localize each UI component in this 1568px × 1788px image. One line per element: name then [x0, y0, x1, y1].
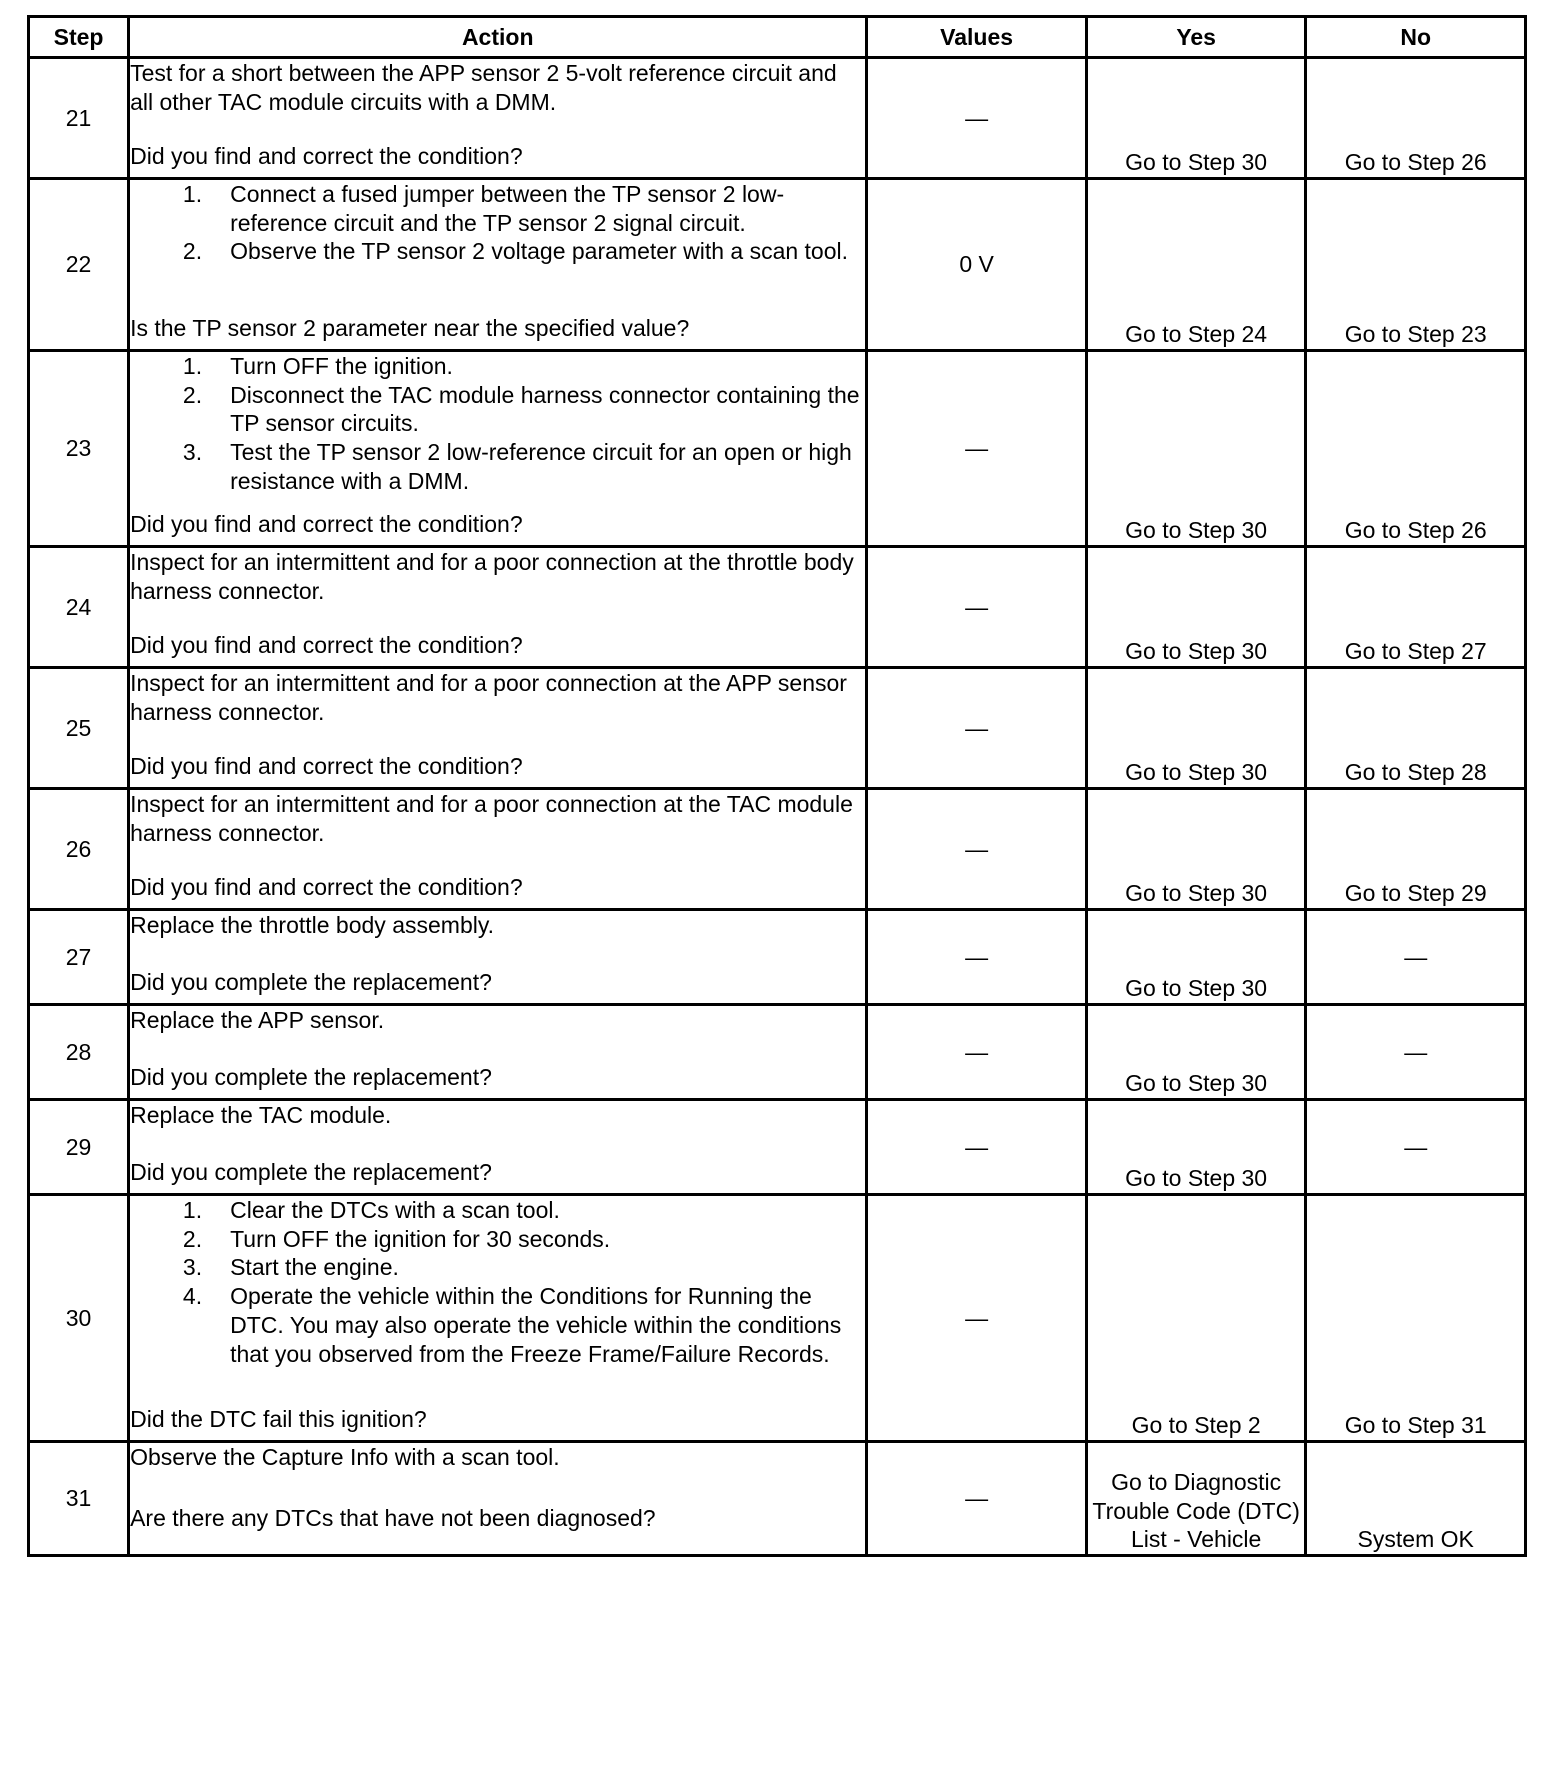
value-cell: — [867, 547, 1087, 668]
action-step-item: 1. Clear the DTCs with a scan tool. [182, 1197, 560, 1223]
table-row [29, 1005, 1526, 1100]
step-number: 31 [29, 1442, 129, 1556]
yes-cell: Go to Step 2 [1086, 1195, 1306, 1442]
step-number: 27 [29, 910, 129, 1005]
yes-cell: Go to Step 30 [1086, 789, 1306, 910]
header-step: Step [29, 17, 129, 58]
action-question: Did you complete the replacement? [130, 969, 492, 996]
value-cell: — [867, 351, 1087, 547]
table-row [29, 1100, 1526, 1195]
header-action: Action [129, 17, 867, 58]
action-cell [129, 910, 867, 1005]
action-cell [129, 58, 867, 179]
action-text: Replace the APP sensor. [130, 1007, 385, 1033]
yes-cell: Go to Step 30 [1086, 910, 1306, 1005]
step-number: 25 [29, 668, 129, 789]
action-question: Did you find and correct the condition? [130, 874, 523, 901]
no-cell: Go to Step 26 [1306, 351, 1526, 547]
value-cell: — [867, 668, 1087, 789]
value-cell: — [867, 1100, 1087, 1195]
action-cell [129, 179, 867, 351]
table-row [29, 179, 1526, 351]
action-text: Inspect for an intermittent and for a poor connection at the TAC module harness connector. [130, 791, 853, 846]
yes-cell: Go to Step 30 [1086, 351, 1306, 547]
step-number: 28 [29, 1005, 129, 1100]
value-cell: — [867, 1195, 1087, 1442]
action-step-item: 1. Turn OFF the ignition. [182, 353, 453, 379]
action-step-item: 2. Disconnect the TAC module harness connector containing the TP sensor circuits. [182, 381, 860, 437]
table-row [29, 351, 1526, 547]
action-cell [129, 1195, 867, 1442]
action-question: Did you find and correct the condition? [130, 753, 523, 780]
no-cell: Go to Step 31 [1306, 1195, 1526, 1442]
yes-cell: Go to Step 30 [1086, 1100, 1306, 1195]
action-text: Replace the throttle body assembly. [130, 912, 495, 938]
value-cell: — [867, 58, 1087, 179]
action-question: Is the TP sensor 2 parameter near the specified value? [130, 315, 690, 342]
action-cell [129, 547, 867, 668]
table-row [29, 1195, 1526, 1442]
action-question: Did you complete the replacement? [130, 1159, 492, 1186]
no-cell: Go to Step 26 [1306, 58, 1526, 179]
step-number: 24 [29, 547, 129, 668]
no-cell: System OK [1306, 1442, 1526, 1556]
yes-cell: Go to Step 30 [1086, 1005, 1306, 1100]
action-question: Are there any DTCs that have not been diagnosed? [130, 1504, 656, 1531]
no-cell: Go to Step 29 [1306, 789, 1526, 910]
action-step-item: 3. Start the engine. [182, 1254, 399, 1281]
action-steps [130, 1196, 865, 1368]
table-row [29, 58, 1526, 179]
step-number: 26 [29, 789, 129, 910]
action-steps [130, 180, 865, 266]
action-text: Observe the Capture Info with a scan tool. [130, 1444, 560, 1470]
action-step-item: 4. Operate the vehicle within the Conditions for Running the DTC. You may also operate the vehicle within the conditions that you observed from the Freeze Frame/Failure Records. [182, 1283, 842, 1367]
action-question: Did you find and correct the condition? [130, 632, 523, 659]
action-question: Did you find and correct the condition? [130, 143, 523, 170]
action-question: Did the DTC fail this ignition? [130, 1406, 427, 1433]
action-question: Did you find and correct the condition? [130, 511, 523, 538]
header-row [29, 17, 1526, 58]
yes-cell: Go to Step 30 [1086, 668, 1306, 789]
table-row [29, 910, 1526, 1005]
action-cell [129, 1442, 867, 1556]
yes-cell: Go to Step 24 [1086, 179, 1306, 351]
value-cell: 0 V [867, 179, 1087, 351]
action-text: Inspect for an intermittent and for a poor connection at the APP sensor harness connector. [130, 670, 847, 725]
step-number: 21 [29, 58, 129, 179]
step-number: 22 [29, 179, 129, 351]
table-row [29, 547, 1526, 668]
action-question: Did you complete the replacement? [130, 1064, 492, 1091]
no-cell: Go to Step 27 [1306, 547, 1526, 668]
action-cell [129, 1100, 867, 1195]
table-row [29, 668, 1526, 789]
action-step-item: 1. Connect a fused jumper between the TP sensor 2 low-reference circuit and the TP sensor 2 signal circuit. [182, 181, 785, 236]
value-cell: — [867, 910, 1087, 1005]
diagnostic-table [27, 15, 1527, 1557]
header-values: Values [867, 17, 1087, 58]
table-row [29, 1442, 1526, 1556]
header-yes: Yes [1086, 17, 1306, 58]
action-cell [129, 351, 867, 547]
yes-cell: Go to Step 30 [1086, 58, 1306, 179]
step-number: 23 [29, 351, 129, 547]
step-number: 29 [29, 1100, 129, 1195]
action-cell [129, 668, 867, 789]
action-step-item: 2. Turn OFF the ignition for 30 seconds. [182, 1225, 611, 1252]
yes-cell: Go to Step 30 [1086, 547, 1306, 668]
value-cell: — [867, 789, 1087, 910]
yes-cell: Go to Diagnostic Trouble Code (DTC) List - Vehicle [1086, 1442, 1306, 1556]
no-cell: — [1306, 1100, 1526, 1195]
action-text: Inspect for an intermittent and for a poor connection at the throttle body harness connector. [130, 549, 854, 604]
no-cell: — [1306, 910, 1526, 1005]
action-step-item: 2. Observe the TP sensor 2 voltage parameter with a scan tool. [182, 238, 849, 265]
value-cell: — [867, 1005, 1087, 1100]
no-cell: Go to Step 23 [1306, 179, 1526, 351]
action-cell [129, 789, 867, 910]
table-row [29, 789, 1526, 910]
value-cell: — [867, 1442, 1087, 1556]
step-number: 30 [29, 1195, 129, 1442]
no-cell: Go to Step 28 [1306, 668, 1526, 789]
no-cell: — [1306, 1005, 1526, 1100]
action-text: Test for a short between the APP sensor 2 5-volt reference circuit and all other TAC module circuits with a DMM. [130, 60, 837, 115]
action-text: Replace the TAC module. [130, 1102, 392, 1128]
action-cell [129, 1005, 867, 1100]
action-step-item: 3. Test the TP sensor 2 low-reference circuit for an open or high resistance with a DMM. [182, 439, 852, 494]
header-no: No [1306, 17, 1526, 58]
action-steps [130, 352, 865, 496]
